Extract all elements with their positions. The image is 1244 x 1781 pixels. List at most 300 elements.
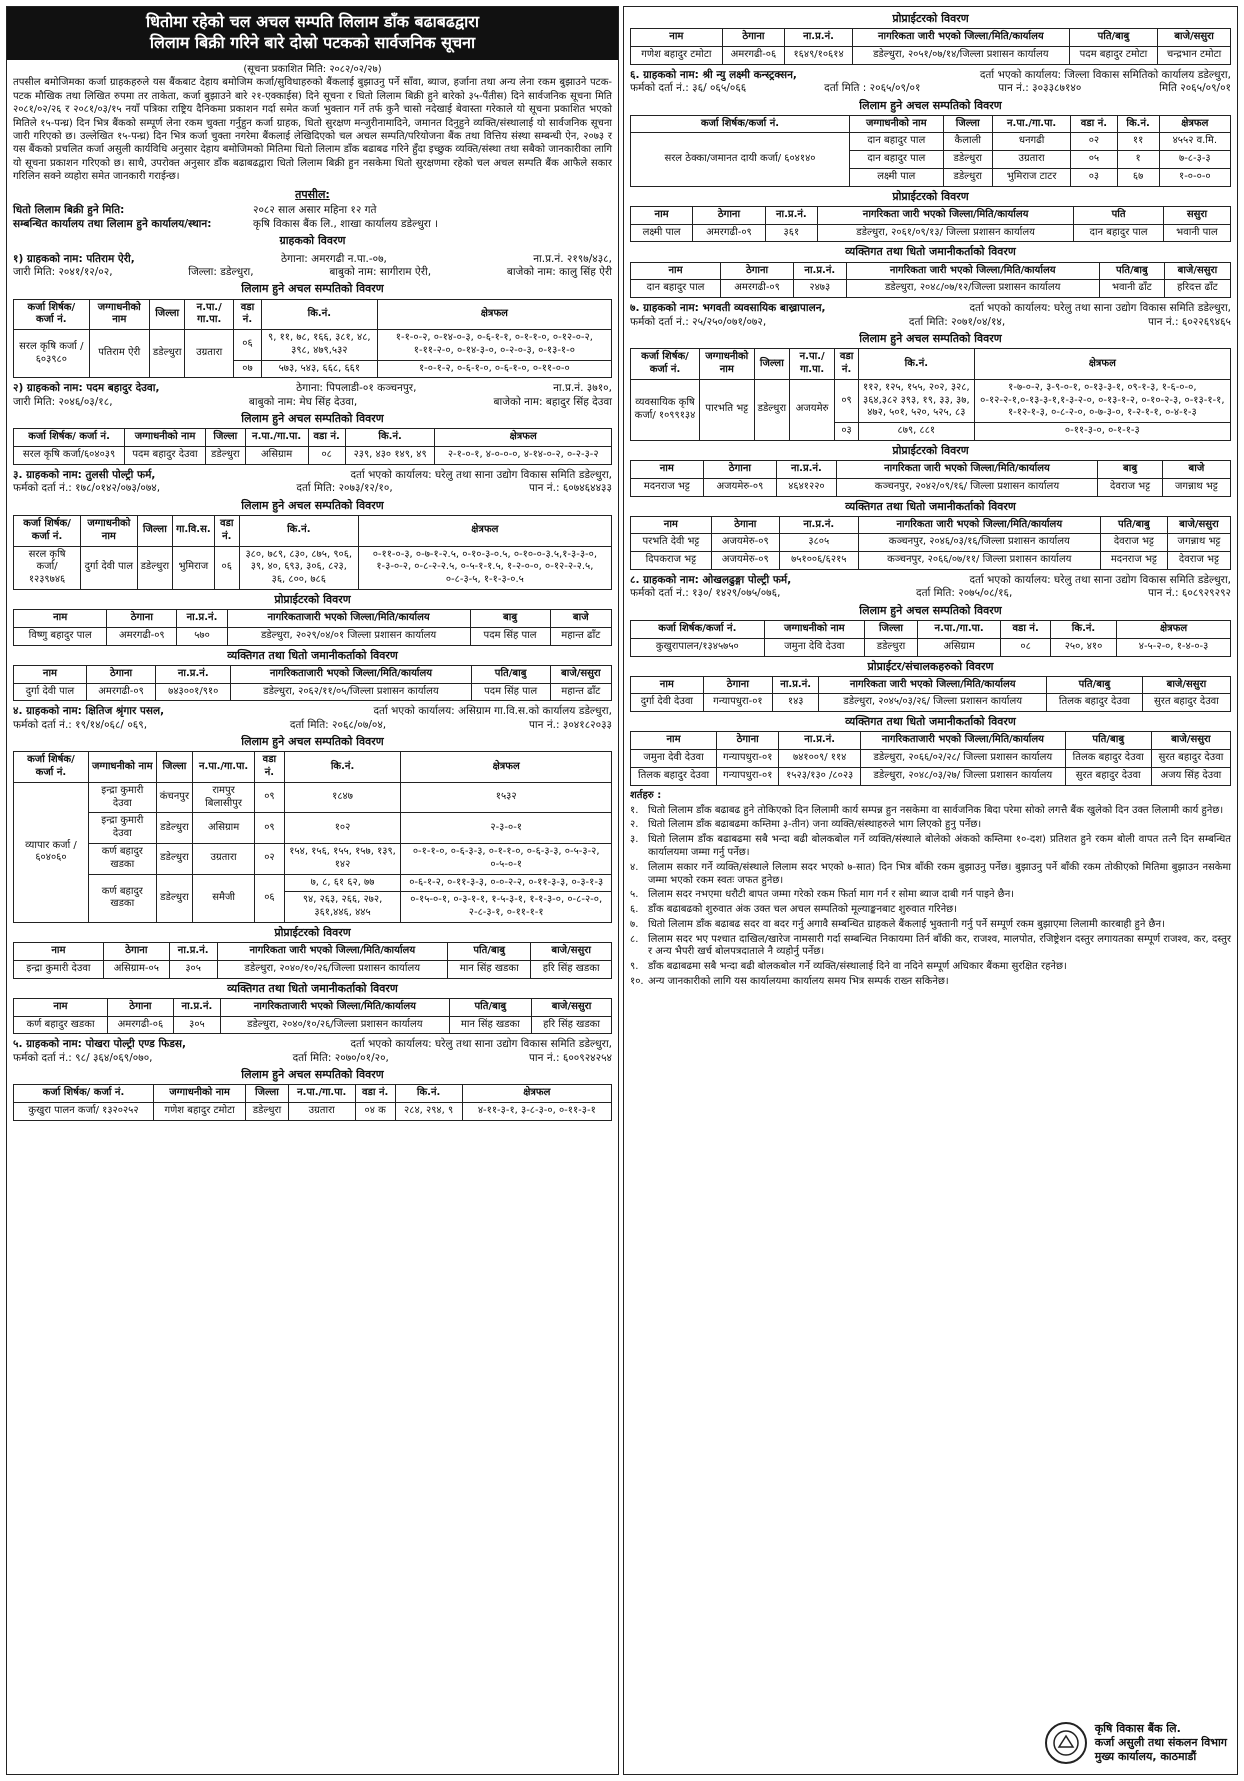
- table-header-cell: ठेगाना: [703, 460, 777, 478]
- table-row: [14, 546, 612, 589]
- table-header-cell: वडा नं.: [835, 349, 859, 380]
- table-header-cell: ठेगाना: [722, 29, 784, 47]
- table-header-cell: न.पा./गा.पा.: [288, 1085, 355, 1103]
- table-row: [14, 610, 612, 628]
- table-cell: ०६: [214, 546, 239, 589]
- term-item: ३. धितो लिलाम डाँक बढाबढमा सबै भन्दा बढी बोलकबोल गर्ने व्यक्ति/संस्थाले बोलेको अंकको कम्तिमा १०-दश) प्रतिशत हुने रकम बोली वापत तत्नै दिन सम्बन्धित कार्यालयमा जम्मा गर्नु पर्नेछ।: [630, 834, 1231, 858]
- land-heading: लिलाम हुने अचल सम्पतिको विवरण: [859, 603, 1002, 617]
- table-cell: तिलक बहादुर देउवा: [1065, 750, 1151, 768]
- table-cell: गन्यापधुरा-०१: [717, 750, 779, 768]
- table-header-cell: बाजे/ससुरा: [532, 998, 612, 1016]
- table-header-cell: ठेगाना: [103, 943, 169, 961]
- table-cell: पदम बहादुर देउवा: [125, 447, 206, 465]
- table-header-cell: नागरिकता जारी भएको जिल्ला/मिति/कार्यालय: [853, 29, 1070, 47]
- table-cell: ४५५२ व.मि.: [1159, 133, 1230, 151]
- table-header-cell: जिल्ला: [205, 429, 245, 447]
- table-cell: व्यापार कर्जा /६०४०६०: [14, 782, 89, 922]
- customer-8-land-table: [630, 620, 1231, 657]
- table-cell: ०५: [1071, 151, 1117, 169]
- table-header-cell: ना.प्र.नं.: [169, 943, 217, 961]
- table-row: [14, 782, 612, 813]
- table-row: [14, 1016, 612, 1034]
- table-cell: अमरगढी-०६: [107, 1016, 173, 1034]
- table-cell: डडेल्धुरा, २०४०/१०/२६/जिल्ला प्रशासन कार्यालय: [221, 1016, 449, 1034]
- table-row: [14, 447, 612, 465]
- table-cell: देवराज भट्ट: [1100, 534, 1167, 552]
- table-row: [631, 206, 1231, 224]
- table-header-cell: नाम: [14, 943, 104, 961]
- table-row: [14, 998, 612, 1016]
- table-cell: ०७: [233, 360, 261, 378]
- table-row: [14, 665, 612, 683]
- table-header-cell: कि.नं.: [395, 1085, 462, 1103]
- table-row: [631, 29, 1231, 47]
- table-cell: दान बहादुर पाल: [631, 280, 721, 298]
- table-cell: ०९: [255, 782, 285, 813]
- table-cell: गन्यापधुरा-०१: [703, 694, 772, 712]
- table-cell: डडेल्धुरा: [156, 813, 192, 844]
- table-cell: १८४७: [284, 782, 401, 813]
- table-header-cell: बाजे/ससुरा: [1142, 676, 1230, 694]
- table-cell: डडेल्धुरा: [205, 447, 245, 465]
- table-cell: दान बहादुर पाल: [1074, 224, 1164, 242]
- table-cell: अमरगढी-०६: [722, 46, 784, 64]
- table-cell: उग्रतारा: [185, 330, 234, 378]
- term-item: १०. अन्य जानकारीको लागि यस कार्यालयमा कार्यालय समय भित्र सम्पर्क राख्न सकिनेछ।: [630, 976, 949, 988]
- table-cell: ०९: [255, 813, 285, 844]
- customer-7-proprietor-table: [630, 460, 1231, 497]
- table-header-cell: बाबु: [1098, 460, 1162, 478]
- table-header-cell: न.पा./ गा.पा.: [185, 299, 234, 330]
- customer-8-proprietor-table: [630, 676, 1231, 713]
- table-cell: ०२: [255, 844, 285, 875]
- table-header-cell: जिल्ला: [156, 752, 192, 783]
- customer-3: ३. ग्राहकको नाम: तुलसी पोल्ट्री फर्म, दर्ता भएको कार्यालय: घरेलु तथा साना उद्योग विकास समिति डडेल्धुरा, फर्मको दर्ता नं.: १७८/०१४२/०७३/०७४, दर्ता मिति: २०७३/१२/१०, पान नं.: ६०७४६४४३३: [13, 469, 612, 495]
- table-cell: कञ्चनपुर, २०४६/०३/१६/जिल्ला प्रशासन कार्यालय: [858, 534, 1100, 552]
- table-cell: १-१-०-२, ०-१४-०-३, ०-६-१-१, ०-१-१-०, ०-१२-०-२, १-११-२-०, ०-१४-३-०, ०-२-०-३, ०-१३-१-०: [377, 330, 611, 361]
- table-header-cell: न.पा./ गा.पा.: [790, 349, 835, 380]
- table-header-cell: कर्जा शिर्षक/ कर्जा नं.: [14, 1085, 154, 1103]
- proprietor-director-heading: प्रोप्राईटर/संचालकहरुको विवरण: [867, 659, 994, 673]
- table-cell: १-०-१-२, ०-६-१-०, ०-६-१-०, ०-११-०-०: [377, 360, 611, 378]
- table-header-cell: नागरिकता जारी भएको जिल्ला/मिति/कार्यालय: [217, 943, 448, 961]
- table-cell: तिलक बहादुर देउवा: [631, 767, 717, 785]
- land-heading: लिलाम हुने अचल सम्पतिको विवरण: [859, 332, 1002, 346]
- table-cell: डडेल्धुरा, २०४०/१०/२६/जिल्ला प्रशासन कार्यालय: [217, 960, 448, 978]
- table-row: [631, 46, 1231, 64]
- table-header-cell: ससुरा: [1163, 206, 1230, 224]
- auction-office-row: सम्बन्धित कार्यालय तथा लिलाम हुने कार्यालय/स्थान: कृषि विकास बैंक लि., शाखा कार्यालय डडेल्धुरा ।: [13, 218, 439, 231]
- table-header-cell: नागरिकता जारी भएको जिल्ला/मिति/कार्यालय: [817, 206, 1073, 224]
- table-cell: पदम बहादुर टमोटा: [1069, 46, 1158, 64]
- table-row: [631, 349, 1231, 380]
- table-cell: दान बहादुर पाल: [849, 133, 943, 151]
- table-cell: १०२: [284, 813, 401, 844]
- table-cell: सुरत बहादुर देउवा: [1151, 750, 1230, 768]
- table-cell: डडेल्धुरा, २०४५/०३/२६/ जिल्ला प्रशासन कार्यालय: [819, 694, 1047, 712]
- table-row: [14, 683, 612, 701]
- table-cell: ०३: [835, 423, 859, 441]
- table-cell: भुमिराज: [173, 546, 215, 589]
- table-header-cell: वडा नं.: [1071, 115, 1117, 133]
- customer-2: २) ग्राहकको नाम: पदम बहादुर देउवा, ठेगाना: पिपलाडी-०१ कञ्चनपुर, ना.प्र.नं. ३७१०, जारी मिति: २०४६/०३/१८, बाबुको नाम: मेघ सिंह देउवा, बाजेको नाम: बहादुर सिंह देउवा: [13, 382, 612, 408]
- table-cell: लक्ष्मी पाल: [631, 224, 693, 242]
- table-row: [631, 732, 1231, 750]
- table-row: [631, 552, 1231, 570]
- table-cell: दान बहादुर पाल: [849, 151, 943, 169]
- table-header-cell: वडा नं.: [1001, 620, 1051, 638]
- guarantor-heading: व्यक्तिगत तथा धितो जमानीकर्ताको विवरण: [845, 245, 1016, 259]
- table-cell: जमुना देवी देउवा: [631, 750, 717, 768]
- table-cell: उग्रतारा: [992, 151, 1070, 169]
- table-header-cell: जिल्ला: [754, 349, 790, 380]
- table-cell: व्यवसायिक कृषि कर्जा/ १०९९१३४: [631, 379, 700, 440]
- table-cell: १४३: [773, 694, 819, 712]
- table-cell: सरल कृषि कर्जा /६०३९८०: [14, 330, 90, 378]
- table-header-cell: ना.प्र.नं.: [177, 610, 227, 628]
- table-cell: कुखुरा पालन कर्जा/ १३२०२५२: [14, 1103, 154, 1121]
- table-cell: ०-१५-०-१, ०-३-१-१, १-५-३-१, १-१-३-०, ०-८-२-०, २-८-३-१, ०-११-१-१: [401, 892, 612, 923]
- table-header-cell: ना.प्र.नं.: [785, 29, 853, 47]
- table-cell: डडेल्धुरा: [156, 844, 192, 875]
- table-row: [631, 133, 1231, 151]
- table-row: [14, 752, 612, 783]
- table-cell: दुर्गा देवी देउवा: [631, 694, 704, 712]
- table-header-cell: कर्जा शिर्षक/ कर्जा नं.: [14, 752, 89, 783]
- table-cell: डडेल्धुरा: [865, 638, 918, 656]
- table-cell: १: [1117, 151, 1159, 169]
- table-cell: देवराज भट्ट: [1098, 478, 1162, 496]
- headline-line-1: धितोमा रहेको चल अचल सम्पति लिलाम डाँक बढाबढद्वारा: [146, 12, 479, 31]
- table-cell: सरल कृषि कर्जा/ १२३९७४६: [14, 546, 81, 589]
- auction-date-row: धितो लिलाम बिक्री हुने मिति: २०८२ साल असार महिना १२ गते: [13, 203, 377, 216]
- left-column: [6, 6, 619, 1775]
- table-header-cell: ठेगाना: [86, 665, 155, 683]
- table-row: [14, 813, 612, 844]
- table-cell: २८४, २९४, ९: [395, 1103, 462, 1121]
- table-cell: कर्ण बहादुर खडका: [88, 844, 156, 875]
- table-row: [631, 750, 1231, 768]
- table-cell: डडेल्धुरा: [943, 169, 992, 187]
- table-cell: सुरत बहादुर देउवा: [1065, 767, 1151, 785]
- table-cell: डडेल्धुरा, २०५१/०७/१४/जिल्ला प्रशासन कार्यालय: [853, 46, 1070, 64]
- terms-section: [630, 790, 1231, 989]
- table-cell: पदम सिंह पाल: [471, 683, 550, 701]
- table-cell: ५७०: [177, 627, 227, 645]
- table-header-cell: ना.प्र.नं.: [777, 460, 836, 478]
- table-header-cell: क्षेत्रफल: [974, 349, 1230, 380]
- table-row: [631, 638, 1231, 656]
- table-cell: असिग्राम: [917, 638, 1000, 656]
- table-cell: डडेल्धुरा, २०४८/०३/२७/ जिल्ला प्रशासन कार्यालय: [861, 767, 1066, 785]
- table-cell: ३६१: [765, 224, 817, 242]
- table-cell: ०-११-३-०, ०-१-१-३: [974, 423, 1230, 441]
- terms-title: शर्तहरु :: [630, 789, 662, 801]
- table-cell: अजयमेरु-०९: [711, 534, 779, 552]
- published-date: (सूचना प्रकाशित मिति: २०८२/०२/२७): [243, 63, 382, 75]
- table-cell: दिपकराज भट्ट: [631, 552, 712, 570]
- table-cell: जगन्नाथ भट्ट: [1162, 478, 1230, 496]
- table-header-cell: जग्गाधनीको नाम: [81, 515, 138, 546]
- table-cell: गन्यापधुरा-०१: [717, 767, 779, 785]
- customer-details-heading: ग्राहकको विवरण: [279, 234, 346, 248]
- customer-7-guarantor-table: [630, 516, 1231, 570]
- table-header-cell: क्षेत्रफल: [358, 515, 611, 546]
- table-row: [14, 627, 612, 645]
- customer-5: ५. ग्राहकको नाम: पोखरा पोल्ट्री एण्ड फिडस, दर्ता भएको कार्यालय: घरेलु तथा साना उद्योग विकास समिति डडेल्धुरा, फर्मको दर्ता नं.: ९८/ ३६४/०६९/०७०, दर्ता मिति: २०७०/०१/२०, पान नं.: ६००९२४२५४: [13, 1038, 612, 1064]
- table-header-cell: क्षेत्रफल: [401, 752, 612, 783]
- table-cell: अमरगढी-०९: [693, 224, 766, 242]
- issuer-text: कृषि विकास बैंक लि. कर्जा असुली तथा संकलन विभाग मुख्य कार्यालय, काठमाडौं: [1094, 1721, 1227, 1763]
- table-cell: ९, ११, ७८, १६६, ३८१, ४८, ३९८, ४७९,५३२: [261, 330, 377, 361]
- table-cell: २-३-०-१: [401, 813, 612, 844]
- customer-1-land-table: [13, 299, 612, 379]
- table-header-cell: पति/बाबु: [1100, 516, 1167, 534]
- table-row: [631, 460, 1231, 478]
- table-header-cell: नागरिकताजारी भएको जिल्ला/मिति/कार्यालय: [861, 732, 1066, 750]
- guarantor-heading: व्यक्तिगत तथा धितो जमानीकर्ताको विवरण: [227, 648, 398, 662]
- table-header-cell: जिल्ला: [865, 620, 918, 638]
- table-cell: ०-१-१-०, ०-६-३-३, ०-१-१-०, ०-६-३-३, ०-५-३-२, ०-५-०-१: [401, 844, 612, 875]
- table-cell: ३८०, ७८९, ८३०, ८७५, ९०६, ३९, ४०, ६९३, ३०६, ८२३, ३६, ८००, ७८६: [239, 546, 358, 589]
- customer-3-land-table: [13, 515, 612, 590]
- table-cell: २-१-०-१, ४-०-०-०, ४-१४-०-२, ०-२-३-२: [435, 447, 612, 465]
- table-header-cell: बाजे: [550, 610, 611, 628]
- table-cell: इन्द्रा कुमारी देउवा: [88, 813, 156, 844]
- table-cell: मदनराज भट्ट: [631, 478, 704, 496]
- table-row: [631, 516, 1231, 534]
- land-heading: लिलाम हुने अचल सम्पतिको विवरण: [241, 498, 384, 512]
- table-header-cell: नाम: [631, 732, 717, 750]
- table-header-cell: कर्जा शिर्षक/कर्जा नं.: [631, 620, 765, 638]
- table-cell: १-०-०-०: [1159, 169, 1230, 187]
- customer-4-land-table: [13, 751, 612, 923]
- table-cell: ४-११-३-१, ३-८-३-०, ०-११-३-१: [462, 1103, 611, 1121]
- table-header-cell: कर्जा शिर्षक/ कर्जा नं.: [631, 349, 700, 380]
- proprietor-heading: प्रोप्राईटरको विवरण: [274, 592, 351, 606]
- table-row: [631, 115, 1231, 133]
- land-heading: लिलाम हुने अचल सम्पतिको विवरण: [241, 412, 384, 426]
- table-header-cell: नाम: [14, 610, 107, 628]
- term-item: २. धितो लिलाम डाँक बढाबढमा कम्तिमा ३-तीन) जना व्यक्ति/संस्थाहरुले भाग लिएको हुनु पर्नेछ।: [630, 819, 982, 831]
- table-cell: अमरगढी-०९: [107, 627, 177, 645]
- table-header-cell: वडा नं.: [308, 429, 345, 447]
- table-cell: कञ्चनपुर, २०४२/०९/१६/ जिल्ला प्रशासन कार्यालय: [836, 478, 1098, 496]
- table-cell: कञ्चनपुर, २०६६/०७/११/ जिल्ला प्रशासन कार्यालय: [858, 552, 1100, 570]
- table-header-cell: नाम: [14, 665, 87, 683]
- table-cell: अजयमेरु: [790, 379, 835, 440]
- customer-4-proprietor-table: [13, 942, 612, 979]
- guarantor-heading: व्यक्तिगत तथा धितो जमानीकर्ताको विवरण: [845, 715, 1016, 729]
- table-row: [14, 844, 612, 875]
- table-cell: पारभति भट्ट: [699, 379, 754, 440]
- table-cell: ०३: [1071, 169, 1117, 187]
- table-row: [631, 767, 1231, 785]
- table-header-cell: ना.प्र.नं.: [156, 665, 231, 683]
- table-header-cell: जिल्ला: [246, 1085, 288, 1103]
- table-cell: ०९: [835, 379, 859, 422]
- table-row: [631, 694, 1231, 712]
- table-header-cell: जग्गाधनीको नाम: [153, 1085, 245, 1103]
- table-cell: डडेल्धुरा, २०६६/०२/२८/ जिल्ला प्रशासन कार्यालय: [861, 750, 1066, 768]
- table-cell: डडेल्धुरा: [156, 874, 192, 922]
- table-cell: अजयमेरु-०९: [711, 552, 779, 570]
- table-cell: असिग्राम-०५: [103, 960, 169, 978]
- table-cell: मदनराज भट्ट: [1100, 552, 1167, 570]
- table-header-cell: कि.नं.: [284, 752, 401, 783]
- table-header-cell: पति: [1074, 206, 1164, 224]
- table-header-cell: ठेगाना: [107, 998, 173, 1016]
- table-header-cell: ना.प्र.नं.: [173, 998, 220, 1016]
- table-cell: इन्द्रा कुमारी देउवा: [88, 782, 156, 813]
- table-cell: सरल ठेक्का/जमानत दायी कर्जा/ ६०४१४०: [631, 133, 850, 186]
- table-header-cell: बाजे: [1162, 460, 1230, 478]
- table-header-cell: न.पा./गा.पा.: [193, 752, 255, 783]
- customer-8: ८. ग्राहकको नाम: ओखलढुङ्गा पोल्ट्री फर्म, दर्ता भएको कार्यालय: घरेलु तथा साना उद्योग विकास समिति डडेल्धुरा, फर्मको दर्ता नं.: १३०/ १४२९/०७५/०७६, दर्ता मिति: २०७५/०८/१६, पान नं.: ६०८९२९२९२: [630, 574, 1231, 600]
- table-cell: ०४ क: [355, 1103, 395, 1121]
- table-cell: गणेश बहादुर टमोटा: [631, 46, 723, 64]
- table-row: [631, 478, 1231, 496]
- customer-6-proprietor-table: [630, 206, 1231, 243]
- table-row: [14, 1085, 612, 1103]
- customer-8-guarantor-table: [630, 731, 1231, 785]
- table-cell: डडेल्धुरा, २०४८/०७/१२/जिल्ला प्रशासन कार्यालय: [846, 280, 1099, 298]
- table-header-cell: कि.नं.: [1117, 115, 1159, 133]
- table-cell: ९४, २६३, २६६, २७२, ३६१,४४६, ४४५: [284, 892, 401, 923]
- table-cell: ६७: [1117, 169, 1159, 187]
- table-header-cell: पति/बाबु: [448, 943, 531, 961]
- table-header-cell: कर्जा शिर्षक/ कर्जा नं.: [14, 299, 90, 330]
- table-cell: पदम सिंह पाल: [470, 627, 550, 645]
- table-cell: असिग्राम: [245, 447, 308, 465]
- table-header-cell: नागरिकता जारी भएको जिल्ला/मिति/कार्यालय: [836, 460, 1098, 478]
- table-row: [631, 379, 1231, 422]
- table-header-cell: नागरिकता जारी भएको जिल्ला/मिति/कार्यालय: [846, 262, 1099, 280]
- table-cell: डडेल्धुरा: [754, 379, 790, 440]
- table-header-cell: नागरिकताजारी भएको जिल्ला/मिति/कार्यालय: [221, 998, 449, 1016]
- table-cell: मान सिंह खडका: [449, 1016, 532, 1034]
- table-header-cell: कि.नं.: [261, 299, 377, 330]
- table-header-cell: नागरिकता जारी भएको जिल्ला/मिति/कार्यालय: [858, 516, 1100, 534]
- table-cell: ७४३००१/९१०: [156, 683, 231, 701]
- table-cell: देवराज भट्ट: [1167, 552, 1230, 570]
- term-item: ७. धितो लिलाम डाँक बढाबढ सदर वा बदर गर्नु अगावै सम्बन्धित ग्राहकले बैंकलाई भुक्तानी गर्नु पर्ने सम्पूर्ण रकम बुझाएमा लिलामी कारबाही हुने छैन।: [630, 918, 1165, 930]
- table-cell: डडेल्धुरा, २०६१/०९/१३/ जिल्ला प्रशासन कार्यालय: [817, 224, 1073, 242]
- table-cell: ७, ८, ६१ ६२, ७७: [284, 874, 401, 892]
- table-cell: ०-११-०-३, ०-७-१-२.५, ०-१०-३-०.५, ०-१०-०-३.५,१-३-३-०, १-३-०-२, ०-८-२-२.५, ०-५-१-१.५, १-२-०-०, ०-१२-२-२.५, ०-८-३-५, १-१-३-०.५: [358, 546, 611, 589]
- table-cell: डडेल्धुरा: [943, 151, 992, 169]
- table-row: [14, 429, 612, 447]
- table-cell: ०८: [1001, 638, 1051, 656]
- table-header-cell: क्षेत्रफल: [462, 1085, 611, 1103]
- customer-7: ७. ग्राहकको नाम: भगवती व्यवसायिक बाख्रापालन, दर्ता भएको कार्यालय: घरेलु तथा साना उद्योग विकास समिति डडेल्धुरा, फर्मको दर्ता नं.: २५/२५०/०७१/०७२, दर्ता मिति: २०७१/०४/१४, पान नं.: ६०२२६९४६५: [630, 302, 1231, 328]
- table-cell: ७-८-३-३: [1159, 151, 1230, 169]
- table-cell: हरि सिंह खडका: [531, 960, 612, 978]
- table-cell: ०६: [233, 330, 261, 361]
- table-header-cell: ना.प्र.नं.: [794, 262, 846, 280]
- table-cell: ७४१००९/ ११४: [779, 750, 861, 768]
- table-cell: अजयमेरु-०९: [703, 478, 777, 496]
- customer-5-proprietor-table: [630, 28, 1231, 65]
- right-column: [623, 6, 1238, 1775]
- table-header-cell: न.पा./गा.पा.: [917, 620, 1000, 638]
- table-header-cell: बाजे/ससुरा: [550, 665, 611, 683]
- table-header-cell: ठेगाना: [107, 610, 177, 628]
- bank-seal-icon: [1045, 1722, 1087, 1764]
- table-cell: अमरगढी-०९: [721, 280, 794, 298]
- land-heading: लिलाम हुने अचल सम्पतिको विवरण: [241, 1068, 384, 1082]
- customer-1: १) ग्राहकको नाम: पतिराम ऐरी, ठेगाना: अमरगढी न.पा.-०७, ना.प्र.नं. २१९७/४३८, जारी मिति: २०४१/१२/०२, जिल्ला: डडेल्धुरा, बाबुको नाम: सागीराम ऐरी, बाजेको नाम: कालु सिंह ऐरी: [13, 252, 612, 278]
- table-header-cell: नाम: [631, 206, 693, 224]
- table-cell: १५४, १५६, १५५, १५७, १३९, १४२: [284, 844, 401, 875]
- table-cell: तिलक बहादुर देउवा: [1047, 694, 1143, 712]
- table-header-cell: कि.नं.: [1050, 620, 1116, 638]
- table-cell: ०६: [255, 874, 285, 922]
- customer-5-land-table: [13, 1084, 612, 1121]
- table-header-cell: क्षेत्रफल: [377, 299, 611, 330]
- table-cell: उग्रतारा: [193, 844, 255, 875]
- table-header-cell: ना.प्र.नं.: [779, 732, 861, 750]
- table-row: [14, 943, 612, 961]
- table-header-cell: पति/बाबु: [1047, 676, 1143, 694]
- table-cell: २४७३: [794, 280, 846, 298]
- table-header-cell: नागरिकताजारी भएको जिल्ला/मिति/कार्यालय: [231, 665, 471, 683]
- table-cell: अजय सिंह देउवा: [1151, 767, 1230, 785]
- table-cell: महान्त ढाँट: [550, 627, 611, 645]
- table-header-cell: पति/बाबु: [1065, 732, 1151, 750]
- table-cell: डडेल्धुरा: [246, 1103, 288, 1121]
- table-cell: कुखुरापालन/१३४५७५०: [631, 638, 765, 656]
- table-header-cell: कर्जा शिर्षक/ कर्जा नं.: [14, 429, 125, 447]
- table-header-cell: बाजे/ससुरा: [1164, 262, 1230, 280]
- table-header-cell: ठेगाना: [717, 732, 779, 750]
- table-header-cell: कि.नं.: [239, 515, 358, 546]
- term-item: ५. लिलाम सदर नभएमा धरौटी बापत जम्मा गरेको रकम फिर्ता माग गर्न र सोमा ब्याज दाबी गर्न पाइने छैन।: [630, 889, 1015, 901]
- customer-7-land-table: [630, 348, 1231, 441]
- table-header-cell: जग्गाधनीको नाम: [89, 299, 149, 330]
- table-cell: डडेल्धुरा, २०२९/०४/०१ जिल्ला प्रशासन कार्यालय: [227, 627, 470, 645]
- land-heading: लिलाम हुने अचल सम्पतिको विवरण: [241, 282, 384, 296]
- table-header-cell: ना.प्र.नं.: [765, 206, 817, 224]
- proprietor-heading: प्रोप्राईटरको विवरण: [274, 926, 351, 940]
- table-header-cell: न.पा./गा.पा.: [245, 429, 308, 447]
- table-cell: उग्रतारा: [288, 1103, 355, 1121]
- table-header-cell: वडा नं.: [255, 752, 285, 783]
- proprietor-heading: प्रोप्राईटरको विवरण: [892, 189, 969, 203]
- customer-3-guarantor-table: [13, 665, 612, 702]
- table-header-cell: बाजे/ससुरा: [531, 943, 612, 961]
- customer-6-guarantor-table: [630, 262, 1231, 299]
- table-cell: १६४९/१०६१४: [785, 46, 853, 64]
- table-header-cell: कर्जा शिर्षक/ कर्जा नं.: [14, 515, 81, 546]
- table-header-cell: नाम: [631, 29, 723, 47]
- table-cell: समैजी: [193, 874, 255, 922]
- table-header-cell: क्षेत्रफल: [1117, 620, 1231, 638]
- table-header-cell: बाजे/ससुरा: [1151, 732, 1230, 750]
- table-cell: असिग्राम: [193, 813, 255, 844]
- table-header-cell: वडा नं.: [233, 299, 261, 330]
- table-header-cell: क्षेत्रफल: [435, 429, 612, 447]
- table-header-cell: बाजे/ससुरा: [1167, 516, 1230, 534]
- table-header-cell: पति/बाबु: [1069, 29, 1158, 47]
- terms-list: [630, 805, 1231, 989]
- table-cell: ०८: [308, 447, 345, 465]
- table-header-cell: पति/बाबु: [1099, 262, 1164, 280]
- table-cell: भुमिराज टाटर: [992, 169, 1070, 187]
- table-header-cell: जिल्ला: [149, 299, 185, 330]
- table-cell: विष्णु बहादुर पाल: [14, 627, 107, 645]
- intro-paragraph: तपसील बमोजिमका कर्जा ग्राहकहरुले यस बैंकबाट देहाय बमोजिम कर्जा/सुविधाहरुको बैंकलाई बुझाउनु पर्ने साँवा, ब्याज, हर्जाना तथा अन्य लेना रकम बुझाउने पटक-पटक मौखिक तथा लिखित रुपमा तर ताकेता, कर्जा बुझाउने बारे २१-एक्काईस) दिने सूचना र धितो लिलाम बिक्री हुने बारेको ३५-पैंतीस) दिने सार्वजनिक सूचना मिति २०८१/०२/२६ र २०८१/०३/१५ नयाँ पत्रिका राष्ट्रिय दैनिकमा प्रकाशन गर्दा समेत कर्जा भुक्तान गर्ने तर्फ कुनै चासो नदेखाई बेवास्ता गरेकाले यो सूचना प्रकाशित भएको मितिले १५-पन्ध्र) दिन भित्र बैंकको सम्पूर्ण लेना रकम चुक्ता गर्नुहुन कर्जा ग्राहक, धितो सुरक्षण मन्जुरीनामादिने, जमानत दिनुहुने व्यक्ति/संस्थालाई यो सार्वजनिक सूचना जारी गरिएको छ। उल्लेखित १५-पन्ध्र) दिन भित्र कर्जा चुक्ता नगरेमा बैंकलाई लेखिदिएको चल अचल सम्पति/परियोजना बैंक तथा वित्तिय संस्था सम्बन्धी ऐन, २०७३ र यस बैंकको प्रचलित कर्जा असुली कार्यविधि अनुसार देहाय बमोजिमको मितिमा धितो लिलाम डाँक बढाबढ गरिने हुँदा इच्छुक व्यक्ति/संस्था तथा सबैको जानकारीका लागि यो सूचना प्रकाशन गरिएको छ। साथै, उपरोक्त अनुसार डाँक बढाबढद्वारा धितो लिलाम बिक्री हुन नसकेमा धितो सुरक्षणमा रहेको चल अचल सम्पति बैंक आफैले सकार गरिलिन सक्ने व्यहोरा समेत जानकारी गराईन्छ।: [13, 77, 612, 183]
